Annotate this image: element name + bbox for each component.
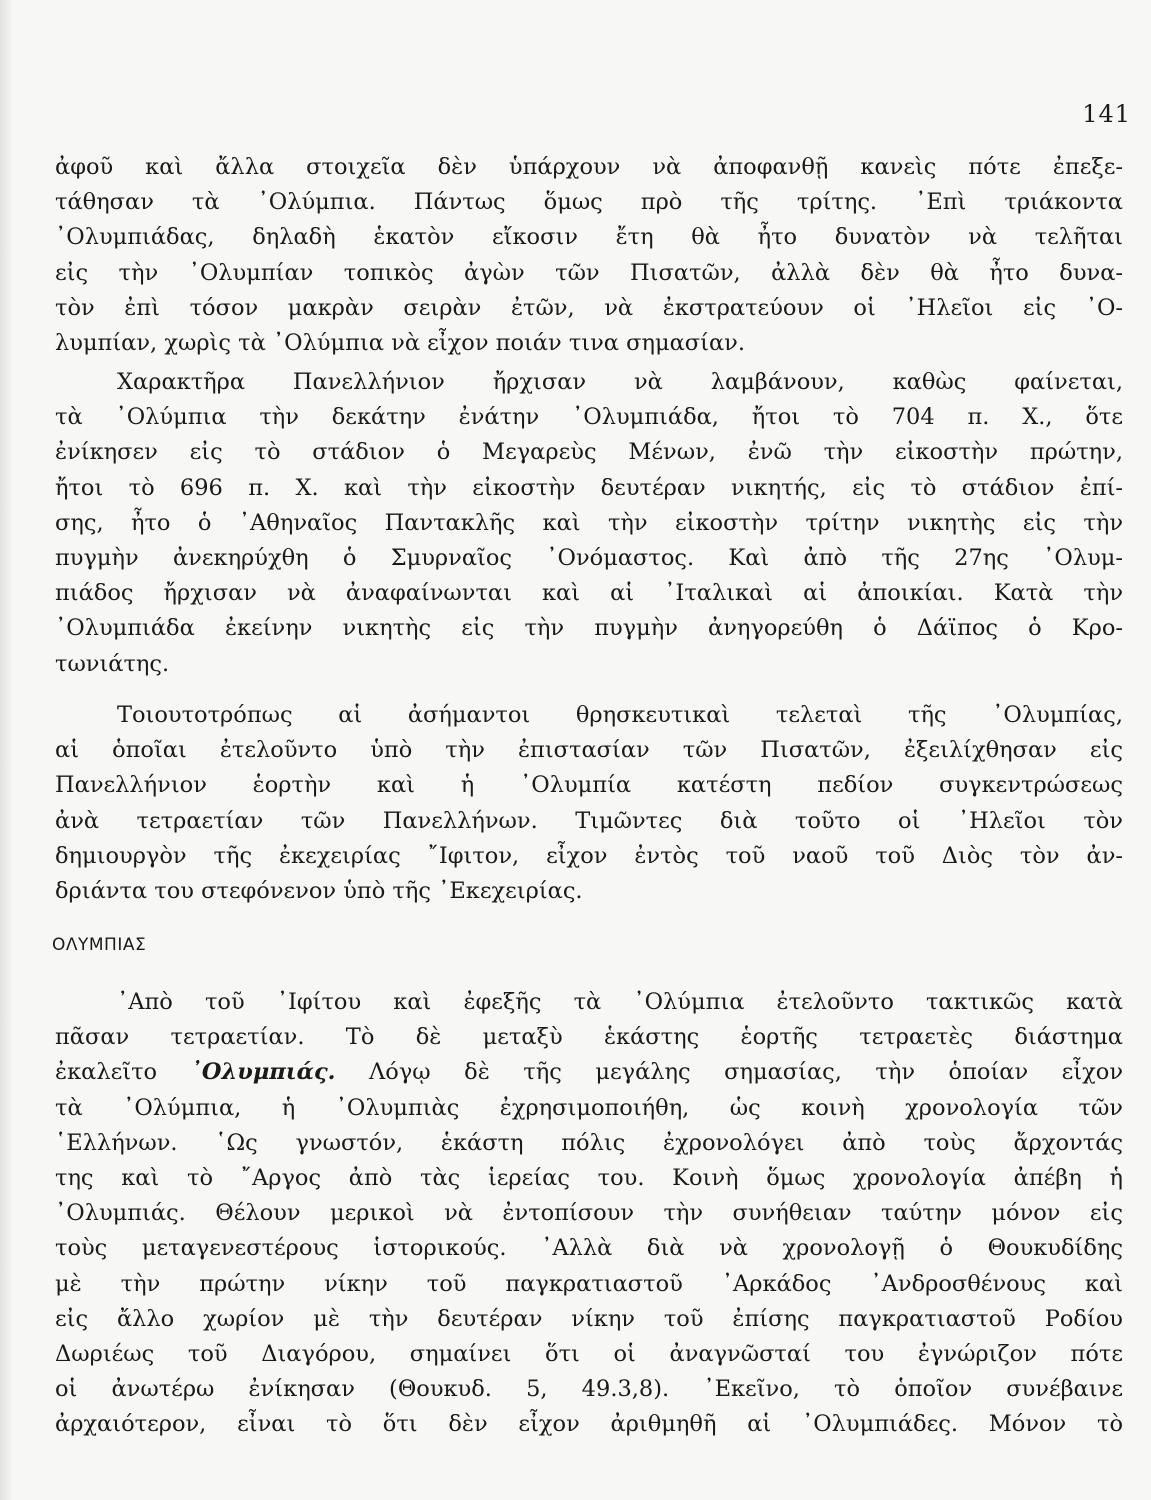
text-line: ἀφοῦ καὶ ἄλλα στοιχεῖα δὲν ὑπάρχουν νὰ ἀποφανθῇ κανεὶς πότε ἐπεξε- xyxy=(55,154,1123,180)
text-line: Δωριέως τοῦ Διαγόρου, σημαίνει ὅτι οἱ ἀναγνῶσταί του ἐγνώριζον πότε xyxy=(55,1340,1123,1367)
text-line: μὲ τὴν πρώτην νίκην τοῦ παγκρατιαστοῦ ᾿Αρκάδος ᾿Ανδροσθένους καὶ xyxy=(55,1270,1123,1297)
paragraph-2 xyxy=(55,365,1123,682)
text-line: ἀνὰ τετραετίαν τῶν Πανελλήνων. Τιμῶντες διὰ τοῦτο οἱ ᾿Ηλεῖοι τὸν xyxy=(55,807,1123,834)
text-segment: ἐκαλεῖτο xyxy=(55,1059,191,1086)
text-line: πυγμὴν ἀνεκηρύχθη ὁ Σμυρναῖος ᾿Ονόμαστος. Καὶ ἀπὸ τῆς 27ης ᾿Ολυμ- xyxy=(55,544,1123,571)
text-line: οἱ ἀνωτέρω ἐνίκησαν (Θουκυδ. 5, 49.3,8). ᾿Εκεῖνο, τὸ ὁποῖον συνέβαινε xyxy=(55,1376,1123,1403)
text-line: τὸν ἐπὶ τόσον μακρὰν σειρὰν ἐτῶν, νὰ ἐκστρατεύουν οἱ ᾿Ηλεῖοι εἰς ᾿Ο- xyxy=(55,294,1123,321)
text-line: ᾿Ολυμπιάδας, δηλαδὴ ἑκατὸν εἴκοσιν ἔτη θὰ ἦτο δυνατὸν νὰ τελῆται xyxy=(55,224,1123,251)
paragraph-1 xyxy=(55,150,1123,361)
paragraph-4 xyxy=(55,985,1123,1442)
section-heading: ΟΛΥΜΠΙΑΣ xyxy=(52,935,147,955)
text-line: πᾶσαν τετραετίαν. Τὸ δὲ μεταξὺ ἑκάστης ἑορτῆς τετραετὲς διάστημα xyxy=(55,1024,1123,1051)
text-line: τὰ ᾿Ολύμπια τὴν δεκάτην ἐνάτην ᾿Ολυμπιάδα, ἤτοι τὸ 704 π. Χ., ὅτε xyxy=(55,404,1123,431)
text-line: τοὺς μεταγενεστέρους ἱστορικούς. ᾿Αλλὰ διὰ νὰ χρονολογῇ ὁ Θουκυδίδης xyxy=(55,1235,1123,1262)
page-number: 141 xyxy=(1082,100,1131,128)
text-line: δριάντα του στεφόνενον ὑπὸ τῆς ᾿Εκεχειρίας. xyxy=(55,877,583,904)
text-line: ἤτοι τὸ 696 π. Χ. καὶ τὴν εἰκοστὴν δευτέραν νικητής, εἰς τὸ στάδιον ἐπί- xyxy=(55,474,1123,501)
text-line: τὰ ᾿Ολύμπια, ἡ ᾿Ολυμπιὰς ἐχρησιμοποιήθη, ὡς κοινὴ χρονολογία τῶν xyxy=(55,1094,1123,1121)
text-line: ᾿Ολυμπιάδα ἐκείνην νικητὴς εἰς τὴν πυγμὴν ἀνηγορεύθη ὁ Δάϊπος ὁ Κρο- xyxy=(55,615,1123,642)
text-line: τάθησαν τὰ ᾿Ολύμπια. Πάντως ὅμως πρὸ τῆς τρίτης. ᾿Επὶ τριάκοντα xyxy=(55,189,1123,216)
text-line: δημιουργὸν τῆς ἐκεχειρίας ῎Ιφιτον, εἶχον ἐντὸς τοῦ ναοῦ τοῦ Διὸς τὸν ἀν- xyxy=(55,842,1123,869)
text-line: ᾿Ολυμπιάς. Θέλουν μερικοὶ νὰ ἐντοπίσουν τὴν συνήθειαν ταύτην μόνον εἰς xyxy=(55,1200,1123,1227)
page-gutter-shadow xyxy=(0,0,14,1500)
text-line: εἰς τὴν ᾿Ολυμπίαν τοπικὸς ἀγὼν τῶν Πισατῶν, ἀλλὰ δὲν θὰ ἦτο δυνα- xyxy=(55,259,1123,286)
text-line: ἐνίκησεν εἰς τὸ στάδιον ὁ Μεγαρεὺς Μένων, ἐνῶ τὴν εἰκοστὴν πρώτην, xyxy=(55,439,1123,466)
text-line: πιάδος ἤρχισαν νὰ ἀναφαίνωνται καὶ αἱ ᾿Ιταλικαὶ αἱ ἀποικίαι. Κατὰ τὴν xyxy=(55,580,1123,607)
text-line: ᾿Απὸ τοῦ ᾿Ιφίτου καὶ ἐφεξῆς τὰ ᾿Ολύμπια ἐτελοῦντο τακτικῶς κατὰ xyxy=(117,989,1123,1015)
text-line-with-term xyxy=(55,1055,1123,1090)
text-segment: Λόγῳ δὲ τῆς μεγάλης σημασίας, τὴν ὁποίαν εἶχον xyxy=(335,1059,1123,1086)
text-line: σης, ἦτο ὁ ᾿Αθηναῖος Παντακλῆς καὶ τὴν εἰκοστὴν τρίτην νικητὴς εἰς τὴν xyxy=(55,509,1123,536)
text-line: λυμπίαν, χωρὶς τὰ ᾿Ολύμπια νὰ εἶχον ποιάν τινα σημασίαν. xyxy=(55,329,745,356)
text-line: Χαρακτῆρα Πανελλήνιον ἤρχισαν νὰ λαμβάνουν, καθὼς φαίνεται, xyxy=(117,369,1123,395)
text-line: ἀρχαιότερον, εἶναι τὸ ὅτι δὲν εἶχον ἀριθμηθῆ αἱ ᾿Ολυμπιάδες. Μόνον τὸ xyxy=(55,1411,1123,1438)
text-line: αἱ ὁποῖαι ἐτελοῦντο ὑπὸ τὴν ἐπιστασίαν τῶν Πισατῶν, ἐξειλίχθησαν εἰς xyxy=(55,737,1123,764)
text-line: Τοιουτοτρόπως αἱ ἀσήμαντοι θρησκευτικαὶ τελεταὶ τῆς ᾿Ολυμπίας, xyxy=(117,702,1123,728)
paragraph-3 xyxy=(55,698,1123,909)
defined-term: ᾿Ολυμπιάς. xyxy=(190,1059,336,1086)
text-line: της καὶ τὸ ῎Αργος ἀπὸ τὰς ἱερείας του. Κοινὴ ὅμως χρονολογία ἀπέβη ἡ xyxy=(55,1164,1123,1191)
text-line: ῾Ελλήνων. ῾Ως γνωστόν, ἑκάστη πόλις ἐχρονολόγει ἀπὸ τοὺς ἄρχοντάς xyxy=(55,1129,1123,1156)
text-line: Πανελλήνιον ἑορτὴν καὶ ἡ ᾿Ολυμπία κατέστη πεδίον συγκεντρώσεως xyxy=(55,772,1123,799)
text-line: εἰς ἄλλο χωρίον μὲ τὴν δευτέραν νίκην τοῦ ἐπίσης παγκρατιαστοῦ Ροδίου xyxy=(55,1305,1123,1332)
text-line: τωνιάτης. xyxy=(55,650,170,677)
